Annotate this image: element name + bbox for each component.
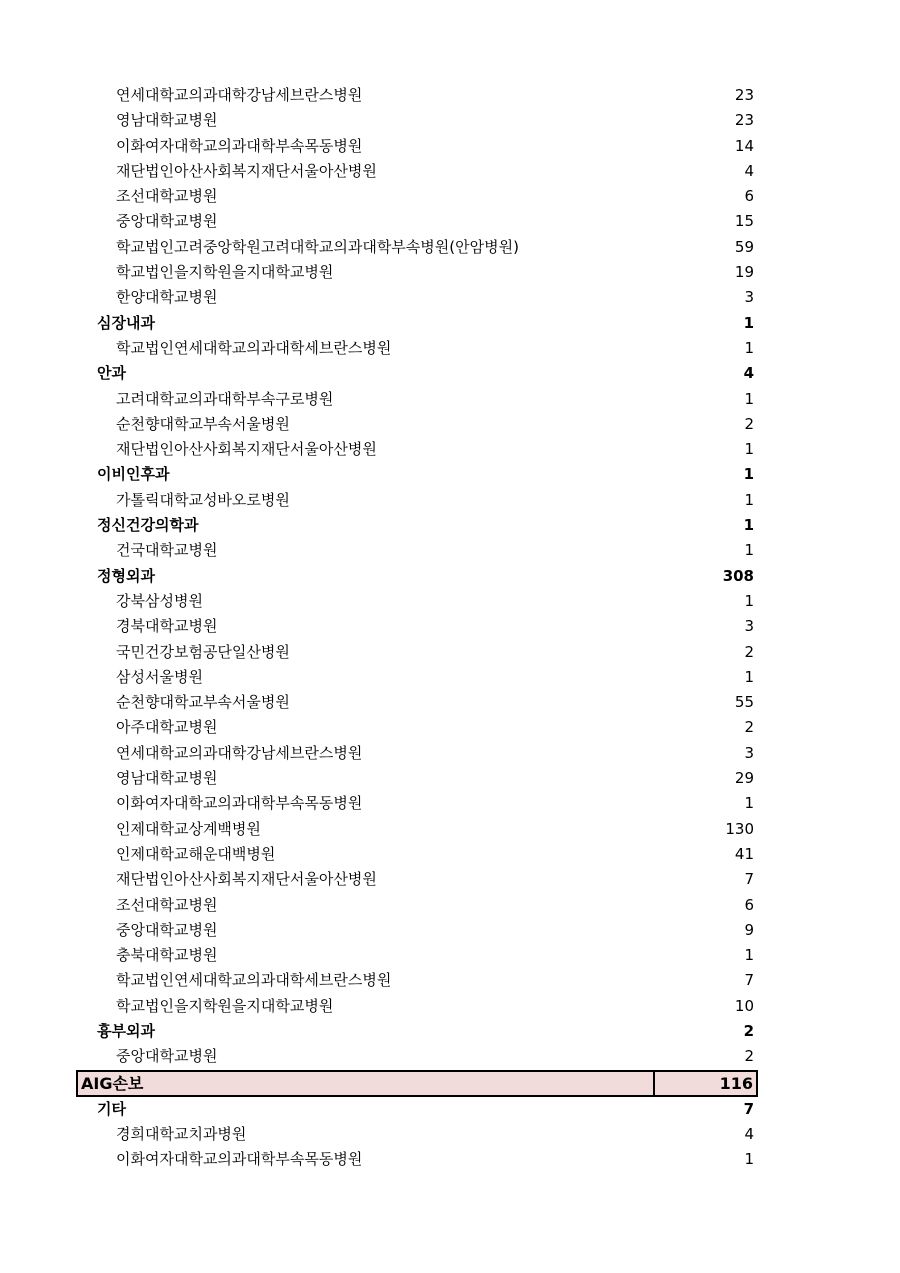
hospital-name: 삼성서울병원 [116, 667, 203, 686]
hospital-row [76, 235, 758, 260]
hospital-row [76, 387, 758, 412]
count-value: 1 [744, 1150, 754, 1169]
department-row [76, 311, 758, 336]
hospital-row [76, 412, 758, 437]
hospital-row [76, 715, 758, 740]
department-name: 안과 [97, 364, 126, 383]
department-row [76, 513, 758, 538]
count-value: 7 [744, 870, 754, 889]
department-name: 이비인후과 [97, 465, 170, 484]
hospital-name: 아주대학교병원 [116, 718, 218, 737]
count-value: 1 [743, 313, 754, 332]
count-value: 1 [744, 591, 754, 610]
hospital-row [76, 1122, 758, 1147]
hospital-row [76, 260, 758, 285]
hospital-row [76, 184, 758, 209]
hospital-name: 순천향대학교부속서울병원 [116, 414, 290, 433]
department-row [76, 361, 758, 386]
count-value: 1 [744, 541, 754, 560]
hospital-row [76, 209, 758, 234]
department-row [76, 462, 758, 487]
count-value: 2 [743, 1021, 754, 1040]
hospital-name: 조선대학교병원 [116, 895, 218, 914]
department-name: 심장내과 [97, 313, 155, 332]
count-value: 4 [744, 161, 754, 180]
hospital-name: 중앙대학교병원 [116, 1047, 218, 1066]
hospital-name: 재단법인아산사회복지재단서울아산병원 [116, 870, 377, 889]
hospital-name: 연세대학교의과대학강남세브란스병원 [116, 743, 363, 762]
hospital-name: 조선대학교병원 [116, 187, 218, 206]
hospital-row [76, 488, 758, 513]
hospital-name: 중앙대학교병원 [116, 212, 218, 231]
hospital-name: 학교법인을지학원을지대학교병원 [116, 263, 334, 282]
hospital-name: 순천향대학교부속서울병원 [116, 693, 290, 712]
hospital-row [76, 994, 758, 1019]
hospital-name: 가톨릭대학교성바오로병원 [116, 490, 290, 509]
hospital-name: 경희대학교치과병원 [116, 1124, 247, 1143]
hospital-row [76, 893, 758, 918]
hospital-name: 학교법인고려중앙학원고려대학교의과대학부속병원(안암병원) [116, 237, 519, 256]
hospital-row [76, 690, 758, 715]
hospital-name: 한양대학교병원 [116, 288, 218, 307]
hospital-row [76, 1147, 758, 1172]
hospital-name: 충북대학교병원 [116, 946, 218, 965]
count-value: 116 [719, 1073, 753, 1093]
hospital-row [76, 589, 758, 614]
hospital-row [76, 640, 758, 665]
hospital-row [76, 134, 758, 159]
hospital-row [76, 159, 758, 184]
hospital-row [76, 943, 758, 968]
cell-divider [653, 1072, 655, 1095]
hospital-row [76, 108, 758, 133]
count-value: 1 [743, 516, 754, 535]
hospital-name: 학교법인을지학원을지대학교병원 [116, 996, 334, 1015]
hospital-row [76, 83, 758, 108]
hospital-row [76, 614, 758, 639]
hospital-count-table [76, 83, 758, 1172]
count-value: 15 [734, 212, 754, 231]
count-value: 3 [744, 743, 754, 762]
hospital-name: 재단법인아산사회복지재단서울아산병원 [116, 440, 377, 459]
department-row [76, 1097, 758, 1122]
count-value: 6 [744, 187, 754, 206]
hospital-name: 이화여자대학교의과대학부속목동병원 [116, 136, 363, 155]
count-value: 59 [734, 237, 754, 256]
count-value: 10 [734, 996, 754, 1015]
insurer-name: AIG손보 [81, 1073, 144, 1093]
count-value: 2 [744, 1047, 754, 1066]
hospital-row [76, 842, 758, 867]
count-value: 14 [734, 136, 754, 155]
hospital-row [76, 918, 758, 943]
department-name: 흉부외과 [97, 1021, 155, 1040]
count-value: 19 [734, 263, 754, 282]
department-name: 기타 [97, 1099, 126, 1118]
hospital-row [76, 665, 758, 690]
hospital-row [76, 766, 758, 791]
count-value: 7 [744, 971, 754, 990]
hospital-name: 국민건강보험공단일산병원 [116, 642, 290, 661]
count-value: 2 [744, 414, 754, 433]
count-value: 2 [744, 642, 754, 661]
count-value: 7 [743, 1099, 754, 1118]
hospital-row [76, 741, 758, 766]
hospital-row [76, 1044, 758, 1069]
hospital-row [76, 336, 758, 361]
hospital-row [76, 285, 758, 310]
count-value: 55 [734, 693, 754, 712]
hospital-row [76, 538, 758, 563]
hospital-name: 재단법인아산사회복지재단서울아산병원 [116, 161, 377, 180]
hospital-name: 학교법인연세대학교의과대학세브란스병원 [116, 338, 392, 357]
count-value: 1 [744, 490, 754, 509]
count-value: 1 [744, 794, 754, 813]
count-value: 1 [744, 440, 754, 459]
department-row [76, 564, 758, 589]
count-value: 4 [743, 364, 754, 383]
count-value: 6 [744, 895, 754, 914]
hospital-row [76, 437, 758, 462]
count-value: 1 [743, 465, 754, 484]
hospital-row [76, 867, 758, 892]
hospital-name: 학교법인연세대학교의과대학세브란스병원 [116, 971, 392, 990]
department-row [76, 1019, 758, 1044]
hospital-name: 강북삼성병원 [116, 591, 203, 610]
count-value: 2 [744, 718, 754, 737]
hospital-name: 인제대학교상계백병원 [116, 819, 261, 838]
hospital-name: 건국대학교병원 [116, 541, 218, 560]
count-value: 29 [734, 769, 754, 788]
count-value: 41 [734, 844, 754, 863]
count-value: 1 [744, 946, 754, 965]
insurer-row [76, 1070, 758, 1097]
hospital-name: 영남대학교병원 [116, 769, 218, 788]
hospital-name: 연세대학교의과대학강남세브란스병원 [116, 86, 363, 104]
count-value: 9 [744, 920, 754, 939]
hospital-name: 경북대학교병원 [116, 617, 218, 636]
count-value: 308 [722, 566, 754, 585]
count-value: 1 [744, 338, 754, 357]
count-value: 23 [734, 111, 754, 130]
department-name: 정형외과 [97, 566, 155, 585]
count-value: 4 [744, 1124, 754, 1143]
count-value: 3 [744, 617, 754, 636]
hospital-name: 고려대학교의과대학부속구로병원 [116, 389, 334, 408]
count-value: 23 [734, 86, 754, 104]
hospital-name: 영남대학교병원 [116, 111, 218, 130]
count-value: 3 [744, 288, 754, 307]
hospital-row [76, 817, 758, 842]
count-value: 1 [744, 389, 754, 408]
hospital-row [76, 791, 758, 816]
department-name: 정신건강의학과 [97, 516, 199, 535]
count-value: 130 [725, 819, 754, 838]
hospital-name: 이화여자대학교의과대학부속목동병원 [116, 794, 363, 813]
count-value: 1 [744, 667, 754, 686]
hospital-name: 중앙대학교병원 [116, 920, 218, 939]
hospital-name: 이화여자대학교의과대학부속목동병원 [116, 1150, 363, 1169]
hospital-name: 인제대학교해운대백병원 [116, 844, 276, 863]
hospital-row [76, 968, 758, 993]
